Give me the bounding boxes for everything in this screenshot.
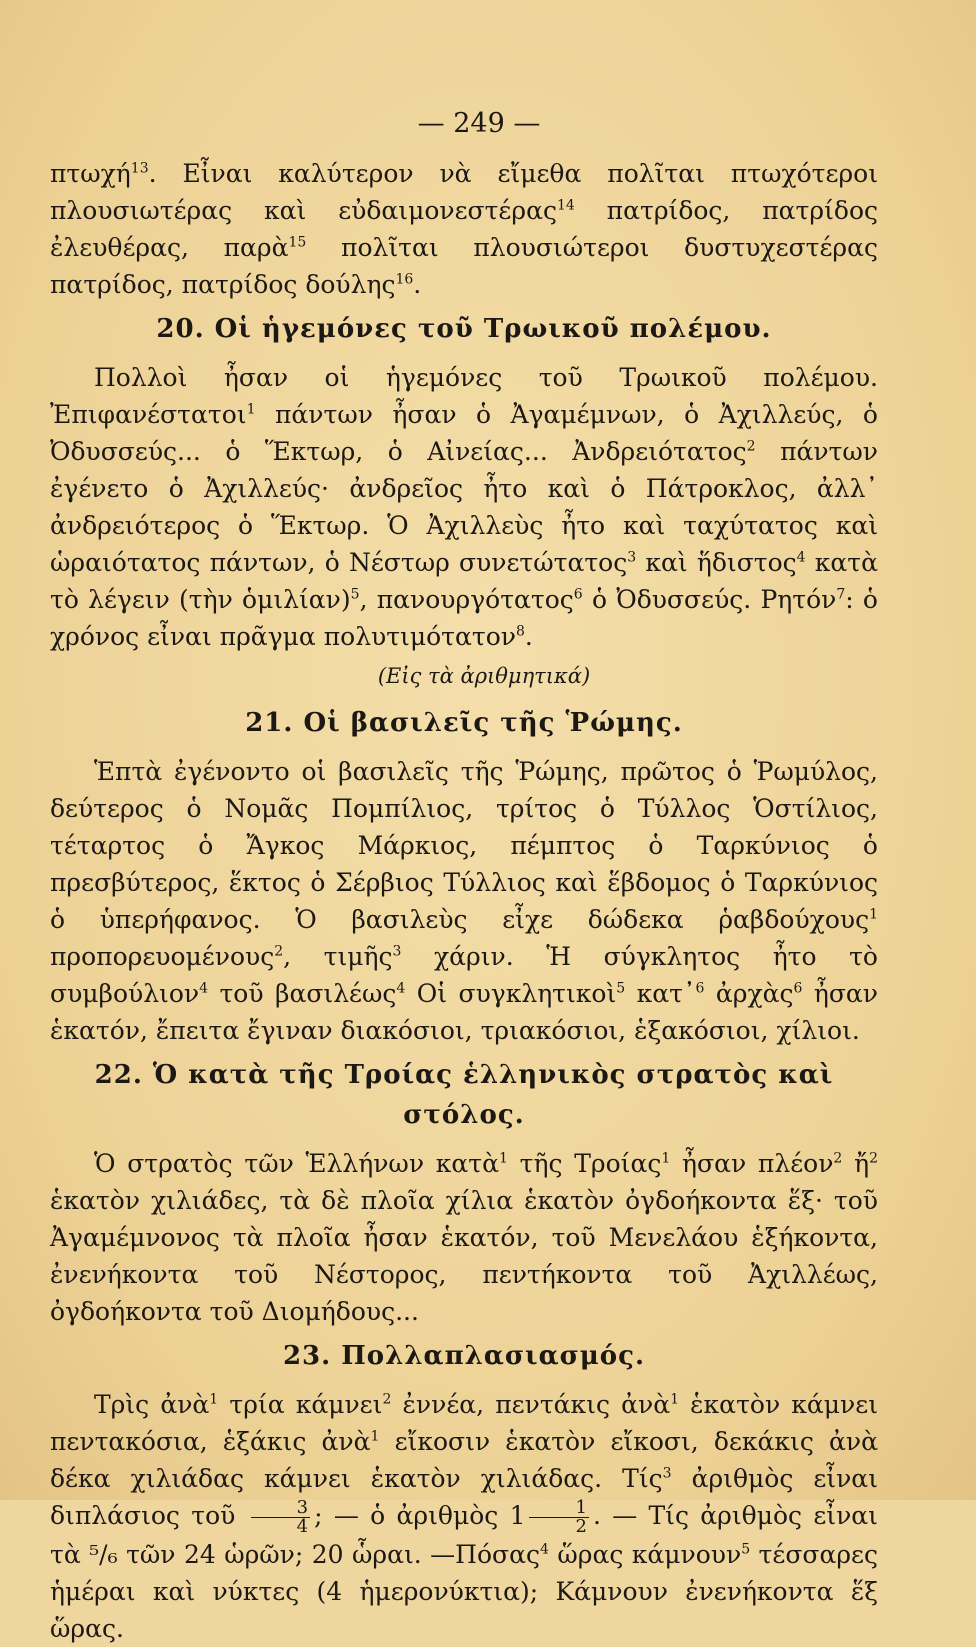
section-22-paragraph: Ὁ στρατὸς τῶν Ἑλλήνων κατὰ$^1$ τῆς Τροίας$^1$ ἦσαν πλέον$^2$ ἤ$^2$ ἑκατὸν χιλιάδες, τὰ δὲ πλοῖα χίλια ἑκατὸν ὀγδοήκοντα ἕξ· τοῦ Ἀγαμέμνονος τὰ πλοῖα ἦσαν ἑκατόν, τοῦ Μενελάου ἑξήκοντα, ἐνενήκοντα τοῦ Νέστορος, πεντήκοντα τοῦ Ἀχιλλέως, ὀγδοήκοντα τοῦ Διομήδους... (50, 1149, 878, 1326)
page-number: — 249 — (417, 108, 541, 139)
section-22-heading: 22. Ὁ κατὰ τῆς Τροίας ἑλληνικὸς στρατὸς καὶ στόλος. (94, 1060, 834, 1130)
section-21-paragraph: Ἑπτὰ ἐγένοντο οἱ βασιλεῖς τῆς Ῥώμης, πρῶτος ὁ Ῥωμύλος, δεύτερος ὁ Νομᾶς Πομπίλιος, τρίτος ὁ Τύλλος Ὁστίλιος, τέταρτος ὁ Ἄγκος Μάρκιος, πέμπτος ὁ Ταρκύνιος ὁ πρεσβύτερος, ἕκτος ὁ Σέρβιος Τύλλιος καὶ ἕβδομος ὁ Ταρκύνιος ὁ ὑπερήφανος. Ὁ βασιλεὺς εἶχε δώδεκα ῥαβδούχους$^1$ προπορευομένους$^2$, τιμῆς$^3$ χάριν. Ἡ σύγκλητος ἦτο τὸ συμβούλιον$^4$ τοῦ βασιλέως$^4$ Οἱ συγκλητικοὶ$^5$ κατ᾿$^6$ ἀρχὰς$^6$ ἦσαν ἑκατόν, ἔπειτα ἔγιναν διακόσιοι, τριακόσιοι, ἑξακόσιοι, χίλιοι. (50, 757, 878, 1045)
fraction-three-quarters: $\frac{3}{4}$ (251, 1499, 310, 1536)
section-20-source: (Εἰς τὰ ἀριθμητικά) (377, 664, 591, 688)
section-20-paragraph: Πολλοὶ ἦσαν οἱ ἡγεμόνες τοῦ Τρωικοῦ πολέμου. Ἐπιφανέστατοι$^1$ πάντων ἦσαν ὁ Ἀγαμέμνων, ὁ Ἀχιλλεύς, ὁ Ὀδυσσεύς... ὁ Ἕκτωρ, ὁ Αἰνείας... Ἀνδρειότατος$^2$ πάντων ἐγένετο ὁ Ἀχιλλεύς· ἀνδρεῖος ἦτο καὶ ὁ Πάτροκλος, ἀλλ᾿ ἀνδρειότερος ὁ Ἕκτωρ. Ὁ Ἀχιλλεὺς ἦτο καὶ ταχύτατος καὶ ὡραιότατος πάντων, ὁ Νέστωρ συνετώτατος$^3$ καὶ ἥδιστος$^4$ κατὰ τὸ λέγειν (τὴν ὁμιλίαν)$^5$, πανουργότατος$^6$ ὁ Ὀδυσσεύς. Ρητόν$^7$: ὁ χρόνος εἶναι πρᾶγμα πολυτιμότατον$^8$. (50, 363, 879, 651)
section-21-heading: 21. Οἱ βασιλεῖς τῆς Ῥώμης. (245, 708, 683, 738)
section-20-heading: 20. Οἱ ἡγεμόνες τοῦ Τρωικοῦ πολέμου. (156, 314, 772, 344)
section-23-paragraph: Τρὶς ἀνὰ$^1$ τρία κάμνει$^2$ ἐννέα, πεντάκις ἀνὰ$^1$ ἑκατὸν κάμνει πεντακόσια, ἑξάκις ἀνὰ$^1$ εἴκοσιν ἑκατὸν εἴκοσι, δεκάκις ἀνὰ δέκα χιλιάδας κάμνει ἑκατὸν χιλιάδας. Τίς$^3$ ἀριθμὸς εἶναι διπλάσιος τοῦ $\frac{3}{4}$ ; — ὁ ἀριθμὸς 1 $\frac{1}{2}$ . — Τίς ἀριθμὸς εἶναι τὰ ⁵/₆ τῶν 24 ὡρῶν; 20 ὧραι. —Πόσας$^4$ ὥρας κάμνουν$^5$ τέσσαρες ἡμέραι καὶ νύκτες (4 ἡμερονύκτια); Κάμνουν ἐνενήκοντα ἕξ ὥρας. (50, 1390, 879, 1643)
intro-paragraph: πτωχή$^{13}$. Εἶναι καλύτερον νὰ εἴμεθα πολῖται πτωχότεροι πλουσιωτέρας καὶ εὐδαιμονεστέρας$^{14}$ πατρίδος, πατρίδος ἐλευθέρας, παρὰ$^{15}$ πολῖται πλουσιώτεροι δυστυχεστέρας πατρίδος, πατρίδος δούλης$^{16}$. (50, 159, 879, 299)
fraction-one-half: $\frac{1}{2}$ (529, 1499, 588, 1536)
section-23-heading: 23. Πολλαπλασιασμός. (282, 1341, 646, 1371)
